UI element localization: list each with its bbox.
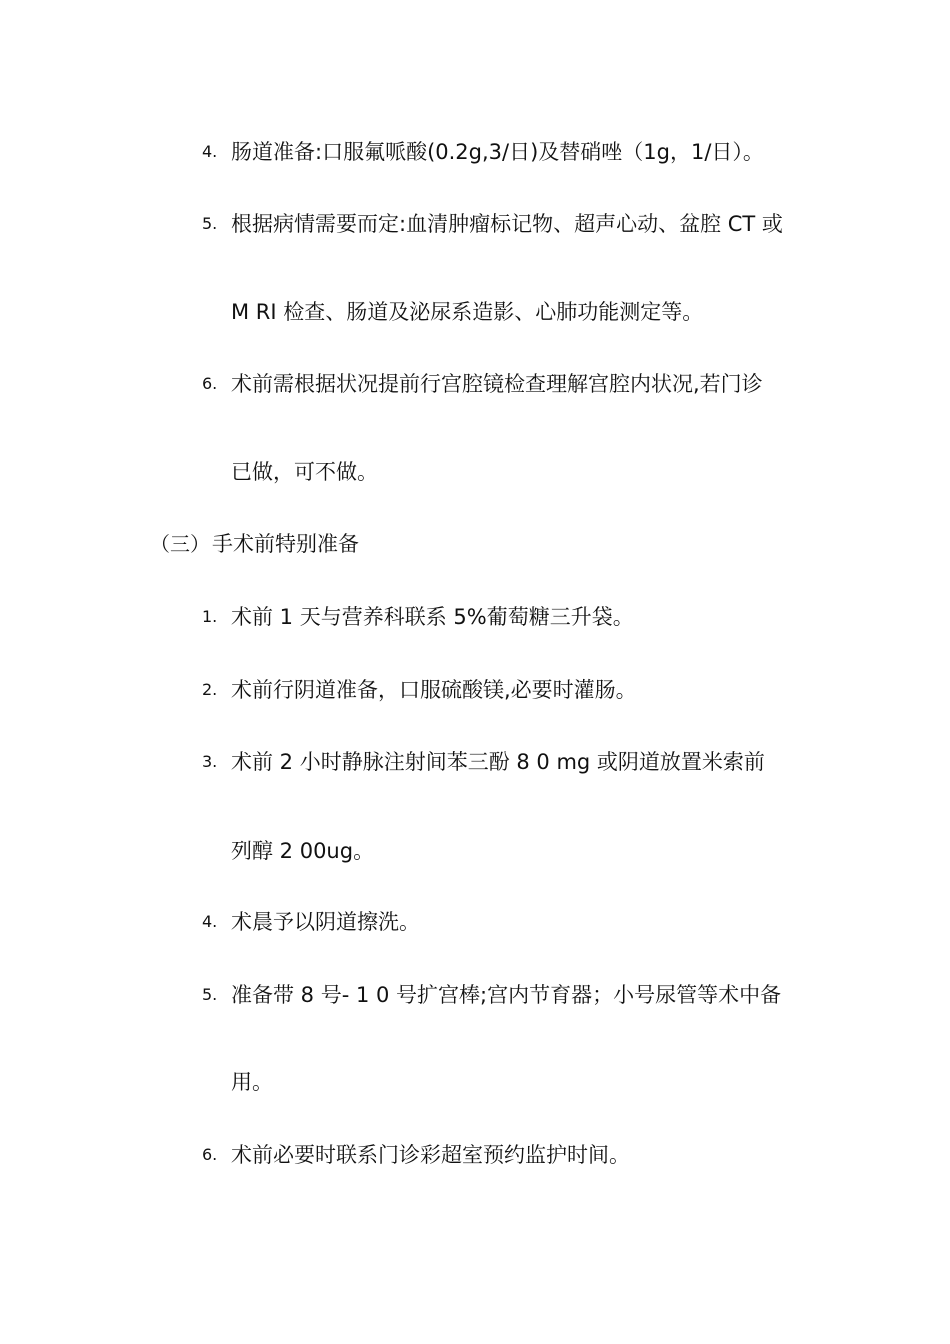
- list-item-text: 术前 1 天与营养科联系 5%葡萄糖三升袋。: [231, 605, 634, 629]
- list-item-text: 肠道准备:口服氟哌酸(0.2g,3/日)及替硝唑（1g，1/日）。: [231, 140, 764, 164]
- list-item-number: 5.: [202, 985, 218, 1004]
- list-item-number: 6.: [202, 374, 218, 393]
- list-item-text-continued: 列醇 2 00ug。: [231, 839, 375, 863]
- list-item-text: 术前 2 小时静脉注射间苯三酚 8 0 mg 或阴道放置米索前: [231, 750, 765, 774]
- list-item-text: 术晨予以阴道擦洗。: [231, 910, 420, 934]
- section-number: （三）: [150, 532, 210, 556]
- list-item-number: 1.: [202, 607, 218, 626]
- list-item-text: 根据病情需要而定:血清肿瘤标记物、超声心动、盆腔 CT 或: [231, 212, 783, 236]
- list-item-number: 4.: [202, 142, 218, 161]
- list-item-text-continued: 用。: [231, 1070, 273, 1094]
- list-item-number: 5.: [202, 214, 218, 233]
- list-item-number: 2.: [202, 680, 218, 699]
- list-item-text: 术前必要时联系门诊彩超室预约监护时间。: [231, 1143, 630, 1167]
- list-item-text: 术前行阴道准备，口服硫酸镁,必要时灌肠。: [231, 678, 637, 702]
- list-item-number: 6.: [202, 1145, 218, 1164]
- list-item-number: 4.: [202, 912, 218, 931]
- list-item-text-continued: 已做，可不做。: [231, 460, 378, 484]
- list-item-text-continued: M RI 检查、肠道及泌尿系造影、心肺功能测定等。: [231, 300, 704, 324]
- section-title: 手术前特别准备: [212, 532, 359, 556]
- list-item-text: 术前需根据状况提前行宫腔镜检查理解宫腔内状况,若门诊: [231, 372, 763, 396]
- list-item-number: 3.: [202, 752, 218, 771]
- list-item-text: 准备带 8 号- 1 0 号扩宫棒;宫内节育器；小号尿管等术中备: [231, 983, 782, 1007]
